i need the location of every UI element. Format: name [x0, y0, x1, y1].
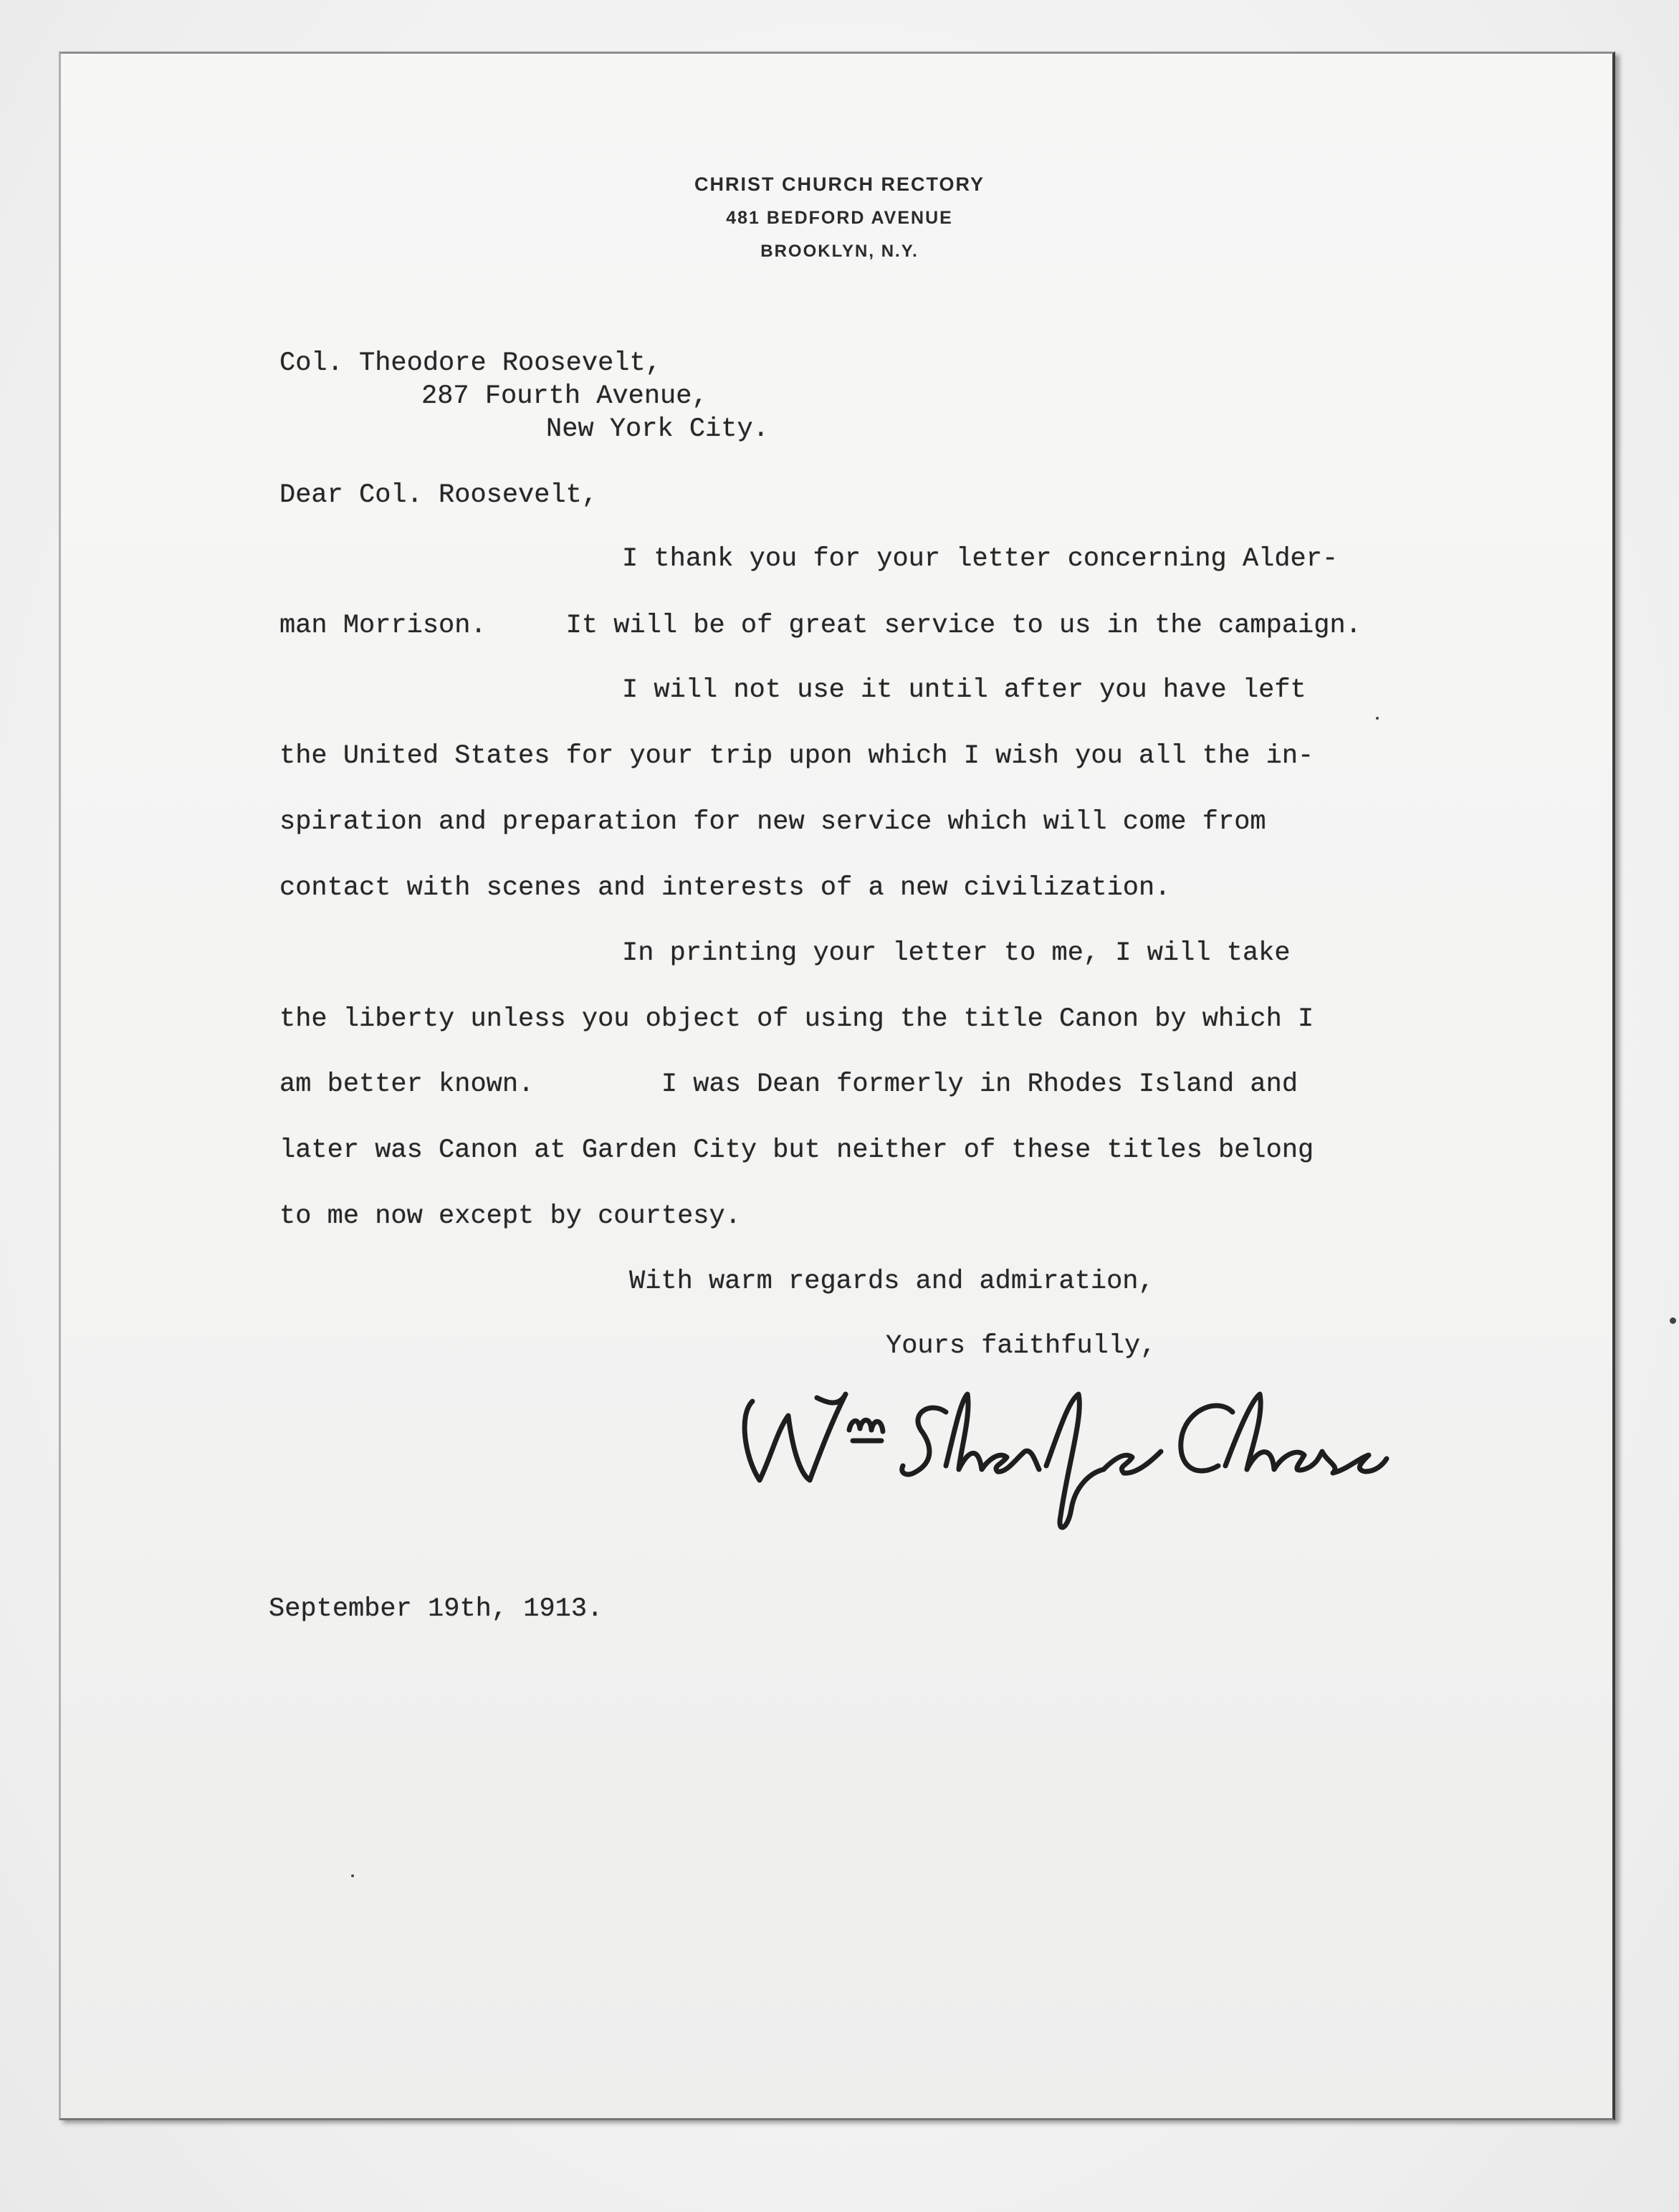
body-line: later was Canon at Garden City but neither of these titles belong: [279, 1135, 1314, 1165]
letter-date: September 19th, 1913.: [269, 1594, 603, 1624]
body-line: spiration and preparation for new service which will come from: [279, 807, 1266, 837]
body-line: am better known. I was Dean formerly in Rhodes Island and: [279, 1069, 1298, 1100]
closing-regards: With warm regards and admiration,: [629, 1267, 1154, 1297]
body-line: I will not use it until after you have left: [622, 675, 1306, 705]
scan-speck: [1376, 717, 1379, 720]
recipient-street: 287 Fourth Avenue,: [421, 381, 708, 411]
recipient-name: Col. Theodore Roosevelt,: [279, 348, 661, 378]
signature: [731, 1373, 1390, 1538]
body-line: the liberty unless you object of using the title Canon by which I: [279, 1004, 1314, 1034]
letterhead-city: BROOKLYN, N.Y.: [760, 242, 919, 261]
letterhead-street: 481 BEDFORD AVENUE: [726, 208, 953, 228]
body-line: I thank you for your letter concerning Alder-: [622, 544, 1339, 574]
body-line: In printing your letter to me, I will take: [622, 938, 1291, 968]
recipient-city: New York City.: [546, 414, 769, 444]
body-line: to me now except by courtesy.: [279, 1201, 741, 1231]
scan-speck: [351, 1874, 354, 1877]
salutation: Dear Col. Roosevelt,: [279, 480, 598, 510]
closing-signoff: Yours faithfully,: [886, 1331, 1157, 1361]
body-line: the United States for your trip upon which I wish you all the in-: [279, 741, 1314, 771]
letterhead-name: CHRIST CHURCH RECTORY: [694, 173, 985, 195]
body-line: man Morrison. It will be of great service to us in the campaign.: [279, 611, 1362, 641]
body-line: contact with scenes and interests of a new civilization.: [279, 873, 1171, 903]
scan-speck: [1670, 1317, 1676, 1324]
